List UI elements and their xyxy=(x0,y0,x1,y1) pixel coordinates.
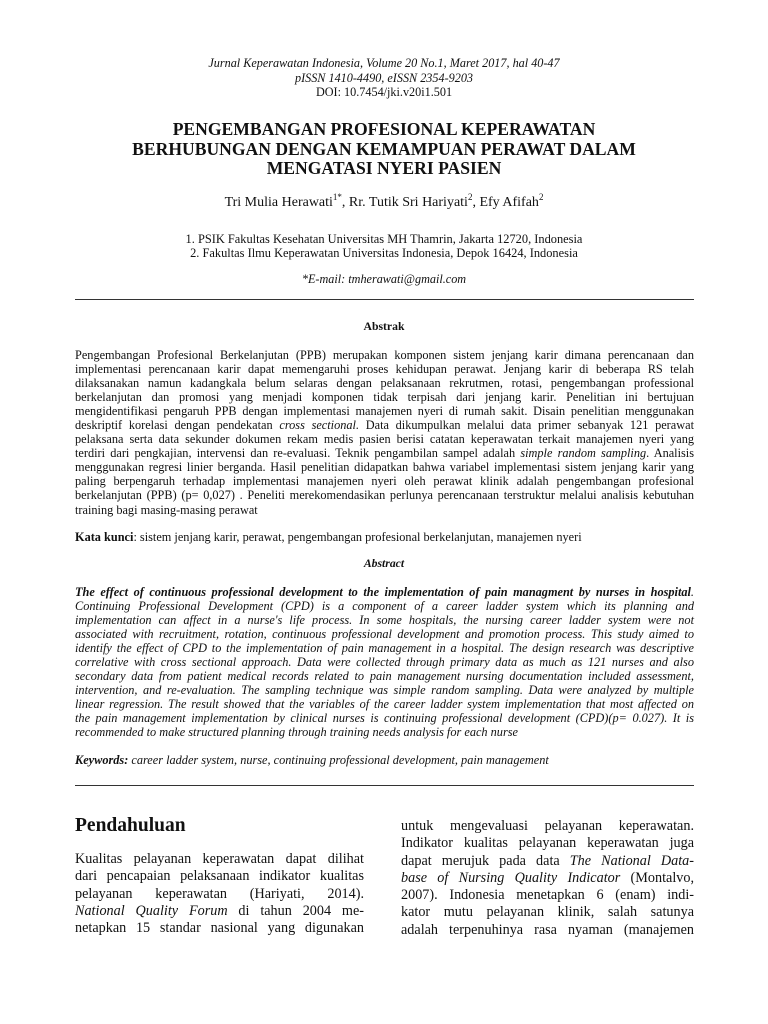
body-line xyxy=(401,870,694,887)
author-affiliation-marker: 1* xyxy=(332,192,342,202)
abstrak-line: berkelanjutan dan promosi yang menjadi komponen tidak terpisah dari jenjang karir. Penelitian ini bertujuan xyxy=(75,390,694,405)
abstrak-line xyxy=(75,446,694,460)
abstrak-text: . Analisis xyxy=(646,446,694,461)
body-line: kator mutu pelayanan klinik, salah satunya xyxy=(401,904,694,921)
abstract-heading: Abstract xyxy=(363,557,405,570)
abstract-line: recommended to make structured planning through training needs analysis for each nurse xyxy=(75,725,518,740)
abstrak-line: mengidentifikasi pengaruh PPB dengan implementasi manajemen nyeri di rumah sakit. Disain penelitian menggunakan xyxy=(75,404,694,419)
journal-citation: Jurnal Keperawatan Indonesia, Volume 20 No.1, Maret 2017, hal 40-47 xyxy=(208,56,560,70)
keywords-text: career ladder system, nurse, continuing professional development, pain management xyxy=(128,753,549,767)
author-list xyxy=(0,194,768,211)
abstrak-italic-term: cross sectional. xyxy=(279,418,360,433)
abstrak-text: terdiri dari pengkajian, intervensi dan re-evaluasi. Teknik pengambilan sampel adalah xyxy=(75,446,516,461)
title-line: PENGEMBANGAN PROFESIONAL KEPERAWATAN xyxy=(172,119,596,139)
body-text: dapat merujuk pada data xyxy=(401,852,570,869)
body-line: Kualitas pelayanan keperawatan dapat dilihat xyxy=(75,851,364,867)
abstract-line: associated with recruitment, rotation, continuous professional development and promotion process. This study aimed to xyxy=(75,627,694,642)
abstract-line: correlative with cross sectional approach. Data were collected through primary data as much as 121 nurses and also xyxy=(75,655,694,670)
body-line: pelayanan keperawatan (Hariyati, 2014). xyxy=(75,885,364,902)
body-line: Indikator kualitas pelayanan keperawatan juga xyxy=(401,835,694,852)
title-line: BERHUBUNGAN DENGAN KEMAMPUAN PERAWAT DALAM xyxy=(132,138,636,159)
article-title xyxy=(0,120,768,179)
body-text: di tahun 2004 me- xyxy=(227,902,364,919)
abstrak-text: deskriptif korelasi dengan pendekatan xyxy=(75,418,273,433)
author-affiliation-marker: 2 xyxy=(467,192,473,202)
abstrak-line: Pengembangan Profesional Berkelanjutan (PPB) merupakan komponen sistem jenjang karir dimana perencanaan dan xyxy=(75,348,694,362)
abstrak-italic-term: simple random sampling xyxy=(520,446,647,461)
body-italic-term: National Quality Forum xyxy=(75,902,228,919)
body-line: netapkan 15 standar nasional yang digunakan xyxy=(75,920,364,937)
body-line: 2007). Indonesia menetapkan 6 (enam) indi- xyxy=(401,887,694,904)
abstrak-line: implementasi perencanaan karir dapat memengaruhi proses kehidupan perawat. Jenjang karir di beberapa RS telah xyxy=(75,362,694,377)
abstract-line: implementation can affect in a nurse's life process. In some hospitals, the nursing career ladder system were not xyxy=(75,613,694,628)
author-name: , Rr. Tutik Sri Hariyati xyxy=(341,195,468,210)
body-text: (Montalvo, xyxy=(620,869,694,886)
left-column xyxy=(75,815,364,937)
abstract-line: Continuing Professional Development (CPD) is a component of a career ladder system which its planning and xyxy=(75,599,694,614)
abstract-line: intervention, and re-evaluation. The sampling technique was simple random sampling. Data were analyzed by multiple xyxy=(75,683,694,698)
author-name: , Efy Afifah xyxy=(472,195,539,210)
journal-header xyxy=(0,56,768,100)
affiliations xyxy=(0,232,768,260)
body-italic-term: base of Nursing Quality Indicator xyxy=(401,869,621,886)
abstrak-heading: Abstrak xyxy=(363,320,405,333)
body-line: dari pencapaian pelaksanaan indikator kualitas xyxy=(75,868,364,885)
abstract-line: The effect of continuous professional development to the implementation of pain managment by nurses in hospital. xyxy=(75,585,694,599)
kata-kunci-label: Kata kunci xyxy=(75,530,134,544)
corresponding-email: *E-mail: tmherawati@gmail.com xyxy=(301,272,467,286)
section-heading: Pendahuluan xyxy=(75,815,186,836)
author-name: Tri Mulia Herawati xyxy=(224,195,333,210)
issn-line: pISSN 1410-4490, eISSN 2354-9203 xyxy=(294,70,474,85)
affiliation-line: 1. PSIK Fakultas Kesehatan Universitas MH Thamrin, Jakarta 12720, Indonesia xyxy=(185,232,583,246)
affiliation-line: 2. Fakultas Ilmu Keperawatan Universitas Indonesia, Depok 16424, Indonesia xyxy=(190,246,578,261)
keywords-label: Keywords: xyxy=(75,753,129,767)
body-line: adalah terpenuhinya rasa nyaman (manajemen xyxy=(401,921,694,938)
abstrak-line: dilaksanakan namun kadangkala belum selaras dengan pelaksanaan rekrutmen, rotasi, pengembangan professional xyxy=(75,376,694,391)
right-column xyxy=(401,818,694,939)
section-body-left xyxy=(75,851,364,937)
keywords xyxy=(75,753,694,768)
author-affiliation-marker: 2 xyxy=(538,192,544,202)
abstract-subtitle: The effect of continuous professional development to the implementation of pain managment by nurses in hospital xyxy=(75,585,691,599)
divider xyxy=(75,785,694,786)
section-body-right xyxy=(401,818,694,939)
kata-kunci xyxy=(75,530,694,545)
title-line: MENGATASI NYERI PASIEN xyxy=(266,158,502,178)
abstrak-line: training bagi masing-masing perawat xyxy=(75,502,258,517)
abstract-body xyxy=(75,585,694,740)
body-line xyxy=(401,853,694,870)
body-italic-term: The National Data- xyxy=(569,852,695,869)
doi-line: DOI: 10.7454/jki.v20i1.501 xyxy=(315,85,453,99)
abstract-line: linear regression. The result showed that the variables of the career ladder system implementation that most affected on xyxy=(75,697,694,712)
body-line: untuk mengevaluasi pelayanan keperawatan. xyxy=(401,818,694,834)
body-line xyxy=(75,903,364,920)
divider xyxy=(75,299,694,300)
abstrak-line: menggunakan regresi linier berganda. Hasil penelitian didapatkan bahwa variabel implementasi sistem jenjang karir yang xyxy=(75,460,694,475)
abstract-line: the pain management implementation by clinical nurses is continuing professional development (CPD)(p= 0.027). It is xyxy=(75,711,694,726)
abstrak-line: berkelanjutan (PPB) (p= 0,027) . Peneliti merekomendasikan perlunya perencanaan terstruktur melalui analisis kebutuhan xyxy=(75,488,694,503)
abstrak-text: Data dikumpulkan melalui data primer sebanyak 121 perawat xyxy=(365,418,694,433)
abstrak-line: paling berpengaruh terhadap implementasi manajemen nyeri oleh perawat klinik adalah pengembangan profesional xyxy=(75,474,694,489)
abstrak-line: pelaksana serta data sekunder dokumen rekam medis pasien berisi catatan keperawatan terkait manajemen nyeri yang xyxy=(75,432,694,447)
abstrak-line xyxy=(75,418,694,432)
abstract-line: identify the effect of CPD to the implementation of pain management in a hospital. The design research was descriptive xyxy=(75,641,694,656)
abstrak-body xyxy=(75,348,694,517)
abstract-line: secondary data from patient medical records related to pain management nursing documentation included assessment, xyxy=(75,669,694,684)
kata-kunci-text: : sistem jenjang karir, perawat, pengembangan profesional berkelanjutan, manajemen nyeri xyxy=(133,530,582,544)
